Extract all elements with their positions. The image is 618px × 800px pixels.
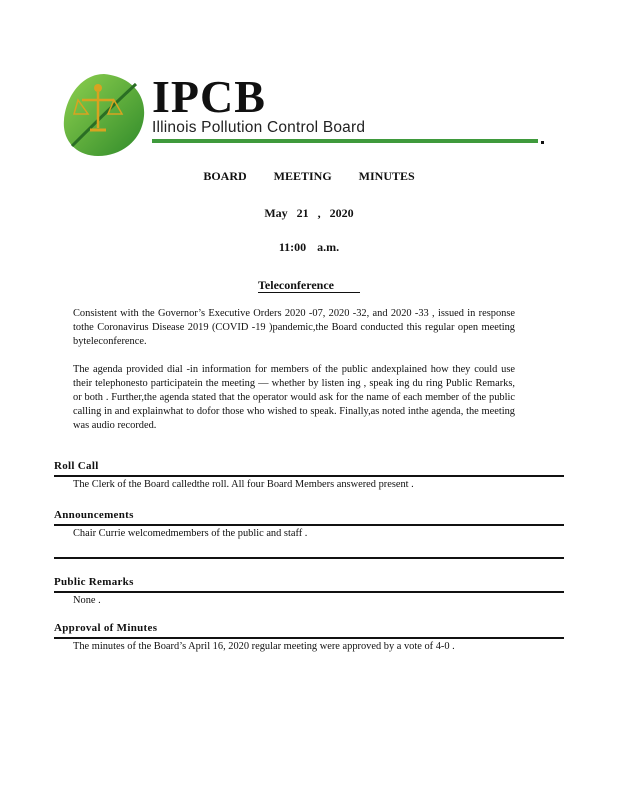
ipcb-leaf-logo-icon [58, 70, 150, 160]
meeting-date: May 21 , 2020 [264, 206, 354, 220]
section-rule [54, 475, 564, 477]
section-rule [54, 524, 564, 526]
intro-paragraph-2: The agenda provided dial -in information for members of the public andexplained how they could use their telephonesto participatein the meeting — whether by listen ing , speak ing du ring Public Remarks, or both . Further,the agenda stated that the operator would ask for the name of each member of the public calling in and explainwhat to dofor those who wished to speak. Finally,as noted inthe agenda, the meeting was audio recorded. [73, 364, 515, 431]
section-heading-announcements: Announcements [54, 509, 134, 521]
header-divider-end [541, 141, 544, 144]
intro-paragraph-1: Consistent with the Governor’s Executive Orders 2020 -07, 2020 -32, and 2020 -33 , issued in response tothe Coronavirus Disease 2019 (COVID -19 )pandemic,the Board conducted this regular open meeting byteleconference. [73, 308, 515, 347]
section-heading-public-remarks: Public Remarks [54, 576, 134, 588]
section-heading-roll-call: Roll Call [54, 460, 99, 472]
document-title: BOARD MEETING MINUTES [203, 169, 415, 183]
section-text-approval-of-minutes: The minutes of the Board’s April 16, 2020 regular meeting were approved by a vote of 4-0 . [73, 641, 455, 652]
section-rule [54, 591, 564, 593]
section-rule [54, 557, 564, 559]
org-full-name: Illinois Pollution Control Board [152, 119, 366, 136]
section-heading-approval-of-minutes: Approval of Minutes [54, 622, 158, 634]
brand-block [152, 71, 366, 136]
section-text-announcements: Chair Currie welcomedmembers of the public and staff . [73, 528, 308, 539]
section-text-public-remarks: None . [73, 595, 101, 606]
meeting-format [0, 278, 618, 293]
meeting-time: 11:00 a.m. [278, 240, 340, 254]
org-short-name: IPCB [152, 71, 266, 122]
section-rule [54, 637, 564, 639]
section-text-roll-call: The Clerk of the Board calledthe roll. All four Board Members answered present . [73, 479, 414, 490]
meeting-format-label: Teleconference [258, 278, 360, 293]
header-divider [152, 139, 538, 143]
